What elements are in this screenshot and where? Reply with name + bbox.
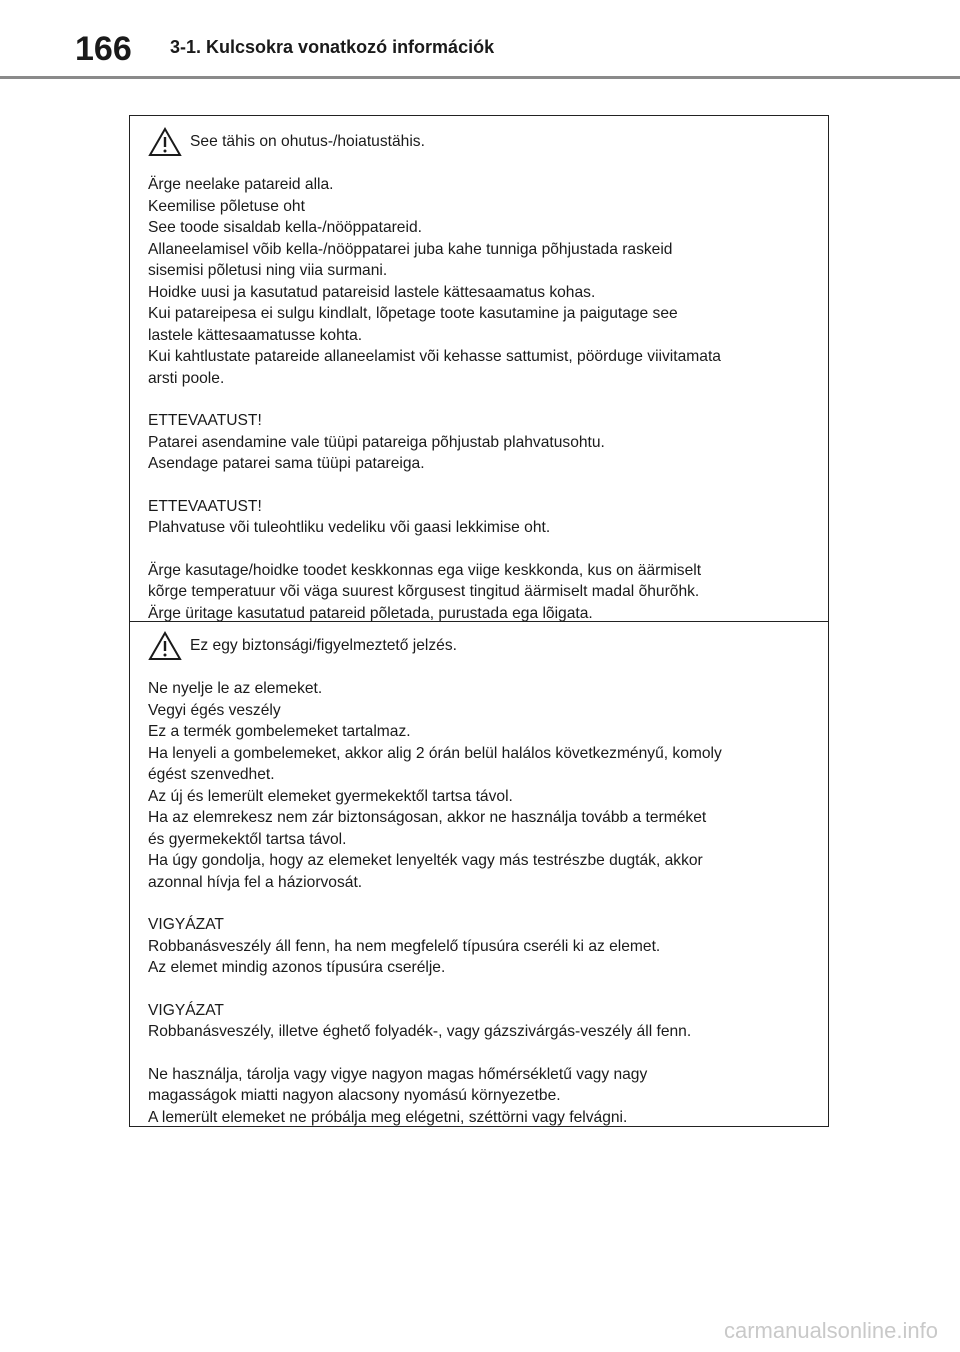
text-line: magasságok miatti nagyon alacsony nyomású környezetbe. (148, 1087, 561, 1104)
paragraph (148, 174, 818, 389)
text-line: Keemilise põletuse oht (148, 197, 305, 215)
language-divider (130, 621, 828, 622)
text-line: Az új és lemerült elemeket gyermekektől tartsa távol. (148, 787, 513, 805)
text-line: Az elemet mindig azonos típusúra cserélje. (148, 959, 446, 976)
page-number: 166 (75, 30, 132, 68)
text-line: Kui patareipesa ei sulgu kindlalt, lõpetage toote kasutamine ja paigutage see (148, 305, 678, 322)
text-line: arsti poole. (148, 369, 225, 387)
text-line: VIGYÁZAT (148, 1001, 224, 1019)
text-line: égést szenvedhet. (148, 766, 275, 783)
text-line: Allaneelamisel võib kella-/nööppatarei juba kahe tunniga põhjustada raskeid (148, 240, 673, 258)
text-line: Ha úgy gondolja, hogy az elemeket lenyelték vagy más testrészbe dugták, akkor (148, 852, 703, 869)
text-line: sisemisi põletusi ning viia surmani. (148, 262, 388, 279)
hungarian-warning-heading: Ez egy biztonsági/figyelmeztető jelzés. (190, 637, 457, 655)
paragraph (148, 410, 818, 475)
text-line: Ez a termék gombelemeket tartalmaz. (148, 723, 411, 740)
text-line: Vegyi égés veszély (148, 701, 281, 719)
text-line: és gyermekektől tartsa távol. (148, 830, 347, 848)
text-line: Robbanásveszély, illetve éghető folyadék-, vagy gázszivárgás-veszély áll fenn. (148, 1023, 692, 1040)
page-header (0, 0, 960, 80)
paragraph (148, 496, 818, 539)
text-line: ETTEVAATUST! (148, 497, 262, 515)
text-line: Ne használja, tárolja vagy vigye nagyon magas hőmérsékletű vagy nagy (148, 1065, 648, 1083)
watermark: carmanualsonline.info (723, 1318, 938, 1343)
text-line: Plahvatuse või tuleohtliku vedeliku või gaasi lekkimise oht. (148, 519, 551, 536)
paragraph (148, 1064, 818, 1129)
estonian-panel (148, 124, 818, 645)
text-line: See toode sisaldab kella-/nööppatareid. (148, 219, 422, 236)
hungarian-warning-row (148, 628, 818, 664)
hungarian-paragraphs (148, 678, 818, 1128)
section-title: 3-1. Kulcsokra vonatkozó információk (170, 37, 495, 57)
warning-triangle-icon (148, 631, 182, 661)
text-line: Ärge kasutage/hoidke toodet keskkonnas ega viige keskkonda, kus on äärmiselt (148, 561, 702, 579)
warning-triangle-icon (148, 127, 182, 157)
text-line: Hoidke uusi ja kasutatud patareisid lastele kättesaamatus kohas. (148, 283, 596, 301)
estonian-warning-heading: See tähis on ohutus-/hoiatustähis. (190, 133, 425, 151)
text-line: azonnal hívja fel a háziorvosát. (148, 873, 363, 891)
text-line: Patarei asendamine vale tüüpi patareiga põhjustab plahvatusohtu. (148, 433, 605, 451)
paragraph (148, 1000, 818, 1043)
text-line: Ärge üritage kasutatud patareid põletada, purustada ega lõigata. (148, 604, 593, 622)
text-line: lastele kättesaamatusse kohta. (148, 326, 363, 344)
estonian-warning-row (148, 124, 818, 160)
paragraph (148, 560, 818, 625)
text-line: A lemerült elemeket ne próbálja meg elégetni, széttörni vagy felvágni. (148, 1108, 628, 1126)
paragraph (148, 678, 818, 893)
safety-warning-box (129, 115, 829, 1127)
text-line: Ne nyelje le az elemeket. (148, 680, 323, 697)
estonian-paragraphs (148, 174, 818, 624)
text-line: Ha az elemrekesz nem zár biztonságosan, akkor ne használja tovább a terméket (148, 809, 707, 826)
text-line: Ha lenyeli a gombelemeket, akkor alig 2 órán belül halálos következményű, komoly (148, 744, 722, 762)
header-rule (0, 76, 960, 79)
text-line: ETTEVAATUST! (148, 412, 262, 429)
text-line: Ärge neelake patareid alla. (148, 176, 334, 193)
paragraph (148, 914, 818, 979)
text-line: VIGYÁZAT (148, 916, 224, 933)
text-line: Asendage patarei sama tüüpi patareiga. (148, 455, 425, 472)
text-line: Kui kahtlustate patareide allaneelamist või kehasse sattumist, pöörduge viivitamata (148, 348, 721, 365)
text-line: Robbanásveszély áll fenn, ha nem megfelelő típusúra cseréli ki az elemet. (148, 937, 661, 955)
text-line: kõrge temperatuur või väga suurest kõrgusest tingitud äärmiselt madal õhurõhk. (148, 583, 700, 600)
hungarian-panel (148, 628, 818, 1149)
